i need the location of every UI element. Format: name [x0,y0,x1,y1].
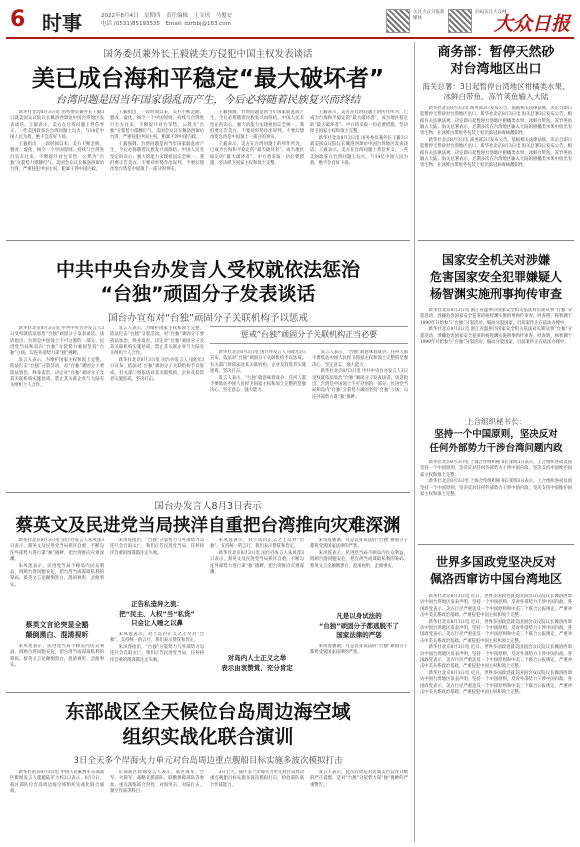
column-divider [414,42,415,842]
qr-code-icon [448,9,472,33]
sidebar2-subtitle: 坚持一个中国原则，坚决反对 任何外部势力干涉台湾问题内政 [429,429,563,454]
story2-headline: 中共中央台办发言人受权就依法惩治 “台独”顽固分子发表谈话 [55,259,360,305]
story1-column: 王毅强调，台湾问题是因当年国家弱乱而产生，今后必将随着民族复兴而终结。中国人民有坚定的决心、强大的能力实现祖国完全统一。我们要正告美方，不要对形势作出误判，不要幻想改变台湾是中国领土一部分的事实。 王毅表示，美方在台湾问题上的所作所为，已成为台海和平稳定的“最大破坏者”，成为地区稳定的“最大破坏者”。中方将采取一切必要措施，坚决捍卫国家主权和领土完整。 [210,110,304,166]
story4-kicker: 3日全天多个岸海火力单元对台岛周边重点舰船目标实施多波次模拟打击 [73,756,343,766]
story1-kicker: 国务委员兼外长王毅就美方侵犯中国主权发表谈话 [103,49,313,60]
story3-column: 朱凤莲表示，民进党当局不顾岛内民众利益，罔顾台湾同胞安危，把台湾当成谋取私利的筹码。蔡英文言论颠倒黑白，混淆视听，歪曲事实。 [10,644,104,668]
story2-column: 发言人表示，“台独”就意味着战争，任何人都不要低估中国人民捍卫国家主权和领土完整的坚强决心、坚定意志、强大能力。 新华社北京8月3日电 中共中央台办发言人3日受权就依法惩治“台独”顽固分子发表谈话。谈话指出，台湾是中国领土不可分割的一部分。民进党当局和岛内“台独”分裂势力顽固坚持“台独”立场，勾连外部势力谋“独”挑衅。 [312,350,408,400]
divider [6,492,410,493]
story2-column: 新华社北京8月3日电 国台办发言人马晓光3日宣布，依法对“台独”顽固分子关联机构予以惩戒。有关部门将依法对其关联机构、企业及投资者实施惩戒，坚决打击。 发言人表示，“台独”就意味着战争，任何人都不要低估中国人民捍卫国家主权和领土完整的坚强决心、坚定意志、强大能力。 [210,350,306,394]
story2-kicker: 国台办宣布对“台独”顽固分子关联机构予以惩戒 [108,313,308,324]
story3-column: 新华社北京8月3日电 国台办发言人朱凤莲3日表示，蔡英文及民进党当局挟洋自重，不断勾连外部势力进行谋“独”挑衅，把台湾推向灾难深渊。 朱凤莲表示，民进党当局不顾岛内民众利益，罔顾台湾同胞安危，把台湾当成谋取私利的筹码。蔡英文言论颠倒黑白，混淆视听，歪曲事实。 [10,538,104,588]
story3-column: 朱凤莲指出，“台独”分裂势力与外部势力勾连只会自取灭亡。我们正告民进党当局，任何挟洋自重的图谋都注定失败。 [110,538,204,556]
story4-column: 东部战区新闻发言人表示，战区海军、空军、火箭军、战略支援部队、联勤保障部队等参加，重点演练联合封控、对海突击、对陆打击、制空作战等科目。 [110,770,204,794]
story3-headline: 蔡英文及民进党当局挟洋自重把台湾推向灾难深渊 [15,516,401,536]
masthead [6,5,574,39]
story3-inner-title: 凡是以身试法的 “台独”顽固分子都逃脱不了 国家法律的严惩 [318,612,400,639]
divider [418,240,574,241]
page-number: 6 [10,7,26,32]
story1-column: 新华社金边8月3日电 国务委员兼外长王毅3日就美国众议院议长佩洛西窜访中国台湾地区发表谈话。王毅表示，美方在台湾问题上背信弃义，一些美国政客在台湾问题上玩火，与14亿中国人民为敌，绝不会有好下场。 王毅指出，一段时间以来，美方不断歪曲、篡改、虚化、掏空一个中国原则，持续与台湾进行官方往来，不断提升对台军售，公然为“台独”分裂势力撑腰打气。美国会众议长佩洛西窜访台湾，严重侵犯中国主权，粗暴干涉中国内政。 [10,110,104,173]
sidebar2-body: 新华社北京8月3日电 浙江省温州市国家安全机关依法对长期从事“台独”分裂活动、涉嫌危害国家安全犯罪的杨智渊实施刑事拘传审查。经查明，杨智渊于1990年开始参与“台独”分裂活动，煽动分裂国家，目前案件正在依法办理中。 新华社北京8月3日电 浙江省温州市国家安全机关依法对长期从事“台独”分裂活动、涉嫌危害国家安全犯罪的杨智渊实施刑事拘传审查。经查明，杨智渊于1990年开始参与“台独”分裂活动，煽动分裂国家，目前案件正在依法办理中。 [420,308,572,345]
masthead-meta: 2022年8月4日 星期四 责任编辑 王文琼 马俊安 [101,13,232,19]
sidebar1-kicker: 海关总署：3日起暂停台湾地区柑橘类水果、冰鲜白带鱼、冻竹荚鱼输入大陆 [422,82,570,101]
story4-column: 新华社南京8月3日电 中国人民解放军东部战区新闻发言人施毅陆军大校3日表示，8月3日，战区部队位台岛周边海空域组织实战化联合演训。 [10,770,104,794]
section-name: 时事 [42,11,82,35]
story1-column: 王毅表示，美方在台湾问题上的所作所为，已成为台海和平稳定的“最大破坏者”，成为地区稳定的“最大破坏者”。中方将采取一切必要措施，坚决捍卫国家主权和领土完整。 新华社金边8月3日电 国务委员兼外长王毅3日就美国众议院议长佩洛西窜访中国台湾地区发表谈话。王毅表示，美方在台湾问题上背信弃义，一些美国政客在台湾问题上玩火，与14亿中国人民为敌，绝不会有好下场。 [310,110,408,166]
story1-headline: 美已成台海和平稳定“最大破坏者” [31,66,385,92]
story4-headline: 东部战区全天候位台岛周边海空域 组织实战化联合演训 [65,701,351,748]
sidebar1-title: 商务部：暂停天然砂 对台湾地区出口 [437,45,555,77]
story2-pull-title: 惩戒“台独”顽固分子关联机构正当必要 [210,326,408,344]
qr-label: 扫码关注大众网 [475,10,507,15]
story2-column: 发言人表示，为维护国家主权和领土完整，依法打击“台独”分裂活动，对“台独”顽固分子要依法惩治，终身追责。决定对“台独”顽固分子及其关联机构实施惩戒，禁止其关联企业与大陆有关组织个人合作。 新华社北京8月3日电 国台办发言人马晓光3日宣布，依法对“台独”顽固分子关联机构予以惩戒。有关部门将依法对其关联机构、企业及投资者实施惩戒，坚决打击。 [110,326,204,382]
divider [6,240,410,241]
divider [6,692,410,693]
divider [418,544,574,545]
masthead-contact: 电话 (0531)85193535 Email: dzrbbj@163.com [101,21,232,27]
story2-column: 新华社北京8月3日电 中共中央台办发言人3日受权就依法惩治“台独”顽固分子发表谈话。谈话指出，台湾是中国领土不可分割的一部分。民进党当局和岛内“台独”分裂势力顽固坚持“台独”立场，勾连外部势力谋“独”挑衅。 发言人表示，为维护国家主权和领土完整，依法打击“台独”分裂活动，对“台独”顽固分子要依法惩治，终身追责。决定对“台独”顽固分子及其关联机构实施惩戒，禁止其关联企业与大陆有关组织个人合作。 [10,326,104,389]
qr-label: 关注大众日报新媒体 [413,10,445,21]
story3-inner-title: 对岛内人士正义之举 表示由衷赞赏、充分肯定 [221,654,293,672]
story1-subhead: 台湾问题是因当年国家弱乱而产生，今后必将随着民族复兴而终结 [55,94,361,106]
story3-column: 朱凤莲强调，凡是以身试法的“台独”顽固分子都将受到国家法律的严惩。 朱凤莲表示，民进党当局不顾岛内民众利益，罔顾台湾同胞安危，把台湾当成谋取私利的筹码。蔡英文言论颠倒黑白，混淆视听，歪曲事实。 [310,538,408,569]
story1-column: 王毅指出，一段时间以来，美方不断歪曲、篡改、虚化、掏空一个中国原则，持续与台湾进行官方往来，不断提升对台军售，公然为“台独”分裂势力撑腰打气。美国会众议长佩洛西窜访台湾，严重侵犯中国主权，粗暴干涉中国内政。 王毅强调，台湾问题是因当年国家弱乱而产生，今后必将随着民族复兴而终结。中国人民有坚定的决心、强大的能力实现祖国完全统一。我们要正告美方，不要对形势作出误判，不要幻想改变台湾是中国领土一部分的事实。 [110,110,204,173]
sidebar1-body: 新华社北京8月3日电 商务部3日发布公告，依据相关法律法规，决定自即日起暂停天然砂对台湾地区出口。新华社北京8月3日电 海关总署3日发布公告，根据有关法律法规，决定即日起暂停台湾地区柑橘类水果、冰鲜白带鱼、冻竹荚鱼输入大陆。海关总署表示，近期多次在台湾地区输入大陆的柑橘类水果中检出有害生物，在冰鲜白带鱼外包装上检出新冠病毒核酸阳性。 新华社北京8月3日电 商务部3日发布公告，依据相关法律法规，决定自即日起暂停天然砂对台湾地区出口。新华社北京8月3日电 海关总署3日发布公告，根据有关法律法规，决定即日起暂停台湾地区柑橘类水果、冰鲜白带鱼、冻竹荚鱼输入大陆。海关总署表示，近期多次在台湾地区输入大陆的柑橘类水果中检出有害生物，在冰鲜白带鱼外包装上检出新冠病毒核酸阳性。 [420,106,572,169]
story4-column: 3日全天，战区多个岸海火力单元对台岛周边重点舰船目标实施多波次模拟打击，检验部队联合作战能力。 [210,770,304,788]
sidebar2-kicker: 上合组织秘书长： [466,417,526,426]
story3-inner-title: 正告私造异之流： 把“民主、人权”当“私货” 只会让人唾之以鼻 [119,600,195,627]
sidebar2-title: 国家安全机关对涉嫌 危害国家安全犯罪嫌疑人 杨智渊实施刑事拘传审查 [429,253,562,301]
story3-inner-title: 蔡英文言论突显全豁 颠倒黑白、混淆视听 [25,621,89,639]
newspaper-logo: 大众日报 [493,13,570,35]
story3-kicker: 国台办发言人8月3日表示 [154,501,262,512]
story3-column: 朱凤莲表示，对于岛内正义之士反对“台独”、支持统一的言行，我们表示赞赏和肯定。 朱凤莲指出，“台独”分裂势力与外部势力勾连只会自取灭亡。我们正告民进党当局，任何挟洋自重的图谋都注定失败。 [110,632,204,663]
sidebar2-body: 新华社北京8月3日电 上海合作组织秘书长张明3日表示，上合组织各成员国坚持一个中国原则，坚决反对任何外部势力干涉中国内政，坚决支持中国维护国家主权和领土完整。 新华社北京8月3日电 上海合作组织秘书长张明3日表示，上合组织各成员国坚持一个中国原则，坚决反对任何外部势力干涉中国内政，坚决支持中国维护国家主权和领土完整。 [420,460,572,497]
qr-code-icon [386,9,410,33]
story3-column: 朱凤莲表示，对于岛内正义之士反对“台独”、支持统一的言行，我们表示赞赏和肯定。 新华社北京8月3日电 国台办发言人朱凤莲3日表示，蔡英文及民进党当局挟洋自重，不断勾连外部势力进行谋“独”挑衅，把台湾推向灾难深渊。 [210,538,304,575]
story3-column: 朱凤莲强调，凡是以身试法的“台独”顽固分子都将受到国家法律的严惩。 [310,644,408,656]
story4-column: 发言人表示，此次行动是对近期美台勾连升级的严正震慑，是对“台独”分裂势力谋“独”挑衅的严重警告。 [310,770,408,788]
sidebar3-title: 世界多国政党坚决反对 佩洛西窜访中国台湾地区 [429,555,562,586]
sidebar3-body: 新华社北京8月3日电 近日，世界多国政党就美国国会众议院议长佩洛西窜访中国台湾地区发表声明，坚持一个中国原则，反对外部势力干涉中国内政。各国政党表示，美方行径严重违反一个中国原则和中美三个联合公报规定，严重冲击中美关系政治基础，严重侵犯中国主权和领土完整。 新华社北京8月3日电 近日，世界多国政党就美国国会众议院议长佩洛西窜访中国台湾地区发表声明，坚持一个中国原则，反对外部势力干涉中国内政。各国政党表示，美方行径严重违反一个中国原则和中美三个联合公报规定，严重冲击中美关系政治基础，严重侵犯中国主权和领土完整。 新华社北京8月3日电 近日，世界多国政党就美国国会众议院议长佩洛西窜访中国台湾地区发表声明，坚持一个中国原则，反对外部势力干涉中国内政。各国政党表示，美方行径严重违反一个中国原则和中美三个联合公报规定，严重冲击中美关系政治基础，严重侵犯中国主权和领土完整。 新华社北京8月3日电 近日，世界多国政党就美国国会众议院议长佩洛西窜访中国台湾地区发表声明，坚持一个中国原则，反对外部势力干涉中国内政。各国政党表示，美方行径严重违反一个中国原则和中美三个联合公报规定，严重冲击中美关系政治基础，严重侵犯中国主权和领土完整。 [420,594,572,695]
